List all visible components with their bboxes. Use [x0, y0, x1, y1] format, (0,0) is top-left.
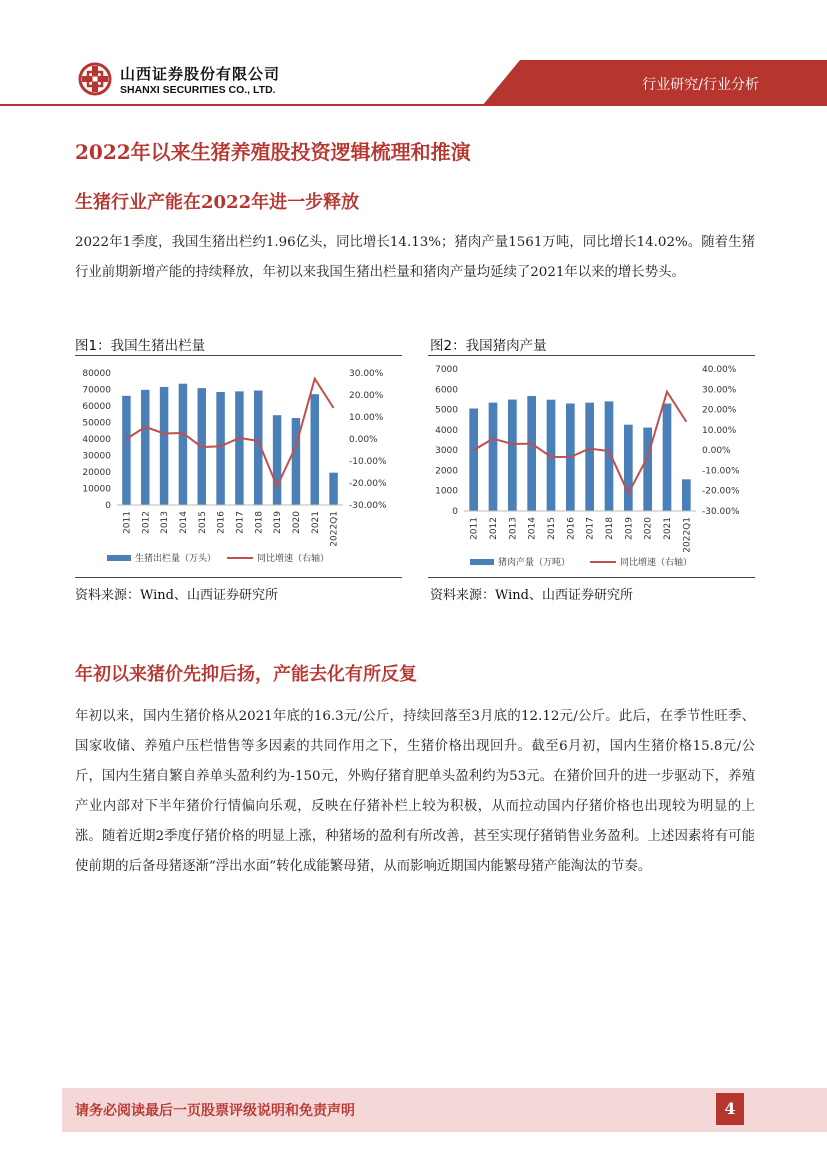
- left-axis-tick-label: 30000: [82, 451, 111, 462]
- x-axis-tick-label: 2017: [235, 511, 246, 534]
- left-axis-tick-label: 60000: [82, 402, 111, 412]
- left-axis-tick-label: 50000: [82, 418, 111, 429]
- figure1-chart: [75, 360, 402, 575]
- right-axis-tick-label: 0.00%: [702, 446, 731, 457]
- bar: [160, 387, 168, 505]
- legend-bar-label: 猪肉产量（万吨）: [498, 558, 571, 568]
- figure2-title: 图2：我国猪肉产量: [430, 338, 547, 354]
- company-logo-icon: [78, 62, 112, 96]
- x-axis-tick-label: 2017: [585, 517, 596, 540]
- x-axis-tick-label: 2011: [469, 517, 480, 540]
- x-axis-tick-label: 2022Q1: [682, 517, 693, 553]
- figure1-top-rule: [75, 355, 402, 356]
- bar: [527, 396, 536, 511]
- x-axis-tick-label: 2015: [547, 517, 557, 540]
- company-name-cn: 山西证券股份有限公司: [120, 65, 281, 83]
- footer-disclaimer: 请务必阅读最后一页股票评级说明和免责声明: [75, 1103, 355, 1119]
- left-axis-tick-label: 0: [452, 507, 458, 517]
- x-axis-tick-label: 2013: [508, 517, 519, 540]
- left-axis-tick-label: 10000: [82, 484, 111, 495]
- company-name-en: SHANXI SECURITIES CO., LTD.: [120, 84, 276, 96]
- left-axis-tick-label: 5000: [435, 405, 458, 416]
- bar: [216, 392, 224, 505]
- right-axis-tick-label: -30.00%: [349, 501, 387, 511]
- section2-paragraph: 年初以来，国内生猪价格从2021年底的16.3元/公斤，持续回落至3月底的12.12元/公斤。此后，在季节性旺季、国家收储、养殖户压栏惜售等多因素的共同作用之下，生猪价格出现回升。截至6月初，国内生猪价格15.8元/公斤，国内生猪自繁自养单头盈利约为-150元，外购仔猪育肥单头盈利约为53元。在猪价回升的进一步驱动下，养殖产业内部对下半年猪价行情偏向乐观，反映在仔猪补栏上较为积极，从而拉动国内仔猪价格也出现较为明显的上涨。随着近期2季度仔猪价格的明显上涨，种猪场的盈利有所改善，甚至实现仔猪销售业务盈利。上述因素将有可能使前期的后备母猪逐渐“浮出水面”转化成能繁母猪，从而影响近期国内能繁母猪产能淘汰的节奏。: [75, 709, 755, 874]
- x-axis-tick-label: 2016: [216, 511, 227, 534]
- bar: [469, 408, 478, 511]
- bar: [273, 415, 281, 505]
- x-axis-tick-label: 2018: [254, 511, 265, 534]
- bar: [122, 396, 130, 505]
- figure1-title: 图1：我国生猪出栏量: [75, 338, 206, 354]
- left-axis-tick-label: 0: [105, 501, 111, 511]
- legend-line-label: 同比增速（右轴）: [620, 558, 693, 568]
- right-axis-tick-label: -20.00%: [349, 479, 387, 489]
- right-axis-tick-label: 10.00%: [349, 413, 384, 423]
- left-axis-tick-label: 4000: [435, 425, 458, 436]
- x-axis-tick-label: 2014: [178, 511, 189, 534]
- x-axis-tick-label: 2020: [291, 511, 302, 534]
- header-divider: [0, 104, 827, 106]
- x-axis-tick-label: 2021: [310, 511, 321, 534]
- left-axis-tick-label: 6000: [435, 385, 458, 396]
- left-axis-tick-label: 1000: [435, 486, 458, 497]
- legend-bar-swatch: [107, 555, 131, 561]
- right-axis-tick-label: 20.00%: [702, 405, 737, 416]
- right-axis-tick-label: 20.00%: [349, 391, 384, 401]
- figure2-top-rule: [428, 355, 755, 356]
- x-axis-tick-label: 2018: [605, 517, 615, 540]
- figure1-source: 资料来源：Wind、山西证券研究所: [75, 588, 278, 603]
- growth-line: [474, 392, 687, 494]
- page-title: 2022年以来生猪养殖股投资逻辑梳理和推演: [75, 140, 471, 164]
- bar: [311, 394, 319, 505]
- x-axis-tick-label: 2013: [160, 511, 171, 534]
- bar: [489, 403, 498, 511]
- left-axis-tick-label: 3000: [435, 446, 458, 457]
- bar: [235, 391, 243, 505]
- x-axis-tick-label: 2022Q1: [329, 511, 340, 547]
- left-axis-tick-label: 40000: [82, 435, 111, 445]
- bar: [508, 400, 517, 511]
- left-axis-tick-label: 7000: [435, 365, 458, 375]
- x-axis-tick-label: 2014: [527, 517, 538, 540]
- left-axis-tick-label: 70000: [82, 385, 111, 396]
- x-axis-tick-label: 2015: [197, 511, 208, 534]
- page-number: 4: [716, 1093, 744, 1125]
- growth-line: [126, 379, 333, 487]
- right-axis-tick-label: 30.00%: [702, 385, 737, 396]
- bar: [179, 384, 187, 505]
- legend-bar-swatch: [470, 559, 494, 565]
- x-axis-tick-label: 2019: [273, 511, 284, 534]
- x-axis-tick-label: 2012: [489, 517, 499, 540]
- bar: [141, 390, 149, 505]
- right-axis-tick-label: 0.00%: [349, 435, 378, 445]
- right-axis-tick-label: -20.00%: [702, 486, 740, 497]
- bar: [663, 404, 672, 511]
- right-axis-tick-label: 40.00%: [702, 365, 737, 375]
- section1-paragraph: 2022年1季度，我国生猪出栏约1.96亿头，同比增长14.13%；猪肉产量1561万吨，同比增长14.02%。随着生猪行业前期新增产能的持续释放，年初以来我国生猪出栏量和猪肉产量均延续了2021年以来的增长势头。: [75, 235, 755, 280]
- bar: [329, 473, 337, 505]
- bar: [292, 418, 300, 505]
- right-axis-tick-label: -10.00%: [349, 457, 387, 467]
- bar: [643, 428, 652, 511]
- right-axis-tick-label: 30.00%: [349, 369, 384, 379]
- x-axis-tick-label: 2019: [624, 517, 635, 540]
- section1-heading: 生猪行业产能在2022年进一步释放: [75, 192, 360, 213]
- section2-heading: 年初以来猪价先抑后扬，产能去化有所反复: [75, 664, 417, 685]
- x-axis-tick-label: 2012: [141, 511, 152, 534]
- left-axis-tick-label: 80000: [82, 369, 111, 379]
- figure1-bottom-rule: [75, 577, 402, 578]
- bar: [585, 403, 594, 511]
- x-axis-tick-label: 2016: [566, 517, 577, 540]
- right-axis-tick-label: -30.00%: [702, 507, 740, 517]
- figure2-bottom-rule: [428, 577, 755, 578]
- figure2-chart: [428, 360, 755, 575]
- figure2-source: 资料来源：Wind、山西证券研究所: [430, 588, 633, 603]
- x-axis-tick-label: 2020: [643, 517, 654, 540]
- left-axis-tick-label: 20000: [82, 468, 111, 478]
- bar: [624, 425, 633, 511]
- x-axis-tick-label: 2021: [663, 517, 673, 540]
- x-axis-tick-label: 2011: [122, 511, 133, 534]
- legend-line-label: 同比增速（右轴）: [257, 554, 330, 564]
- report-category-tag: 行业研究/行业分析: [642, 77, 759, 93]
- legend-bar-label: 生猪出栏量（万头）: [135, 554, 217, 564]
- page-header: [0, 0, 827, 110]
- right-axis-tick-label: -10.00%: [702, 466, 740, 477]
- left-axis-tick-label: 2000: [435, 466, 458, 477]
- bar: [682, 479, 691, 511]
- right-axis-tick-label: 10.00%: [702, 425, 737, 436]
